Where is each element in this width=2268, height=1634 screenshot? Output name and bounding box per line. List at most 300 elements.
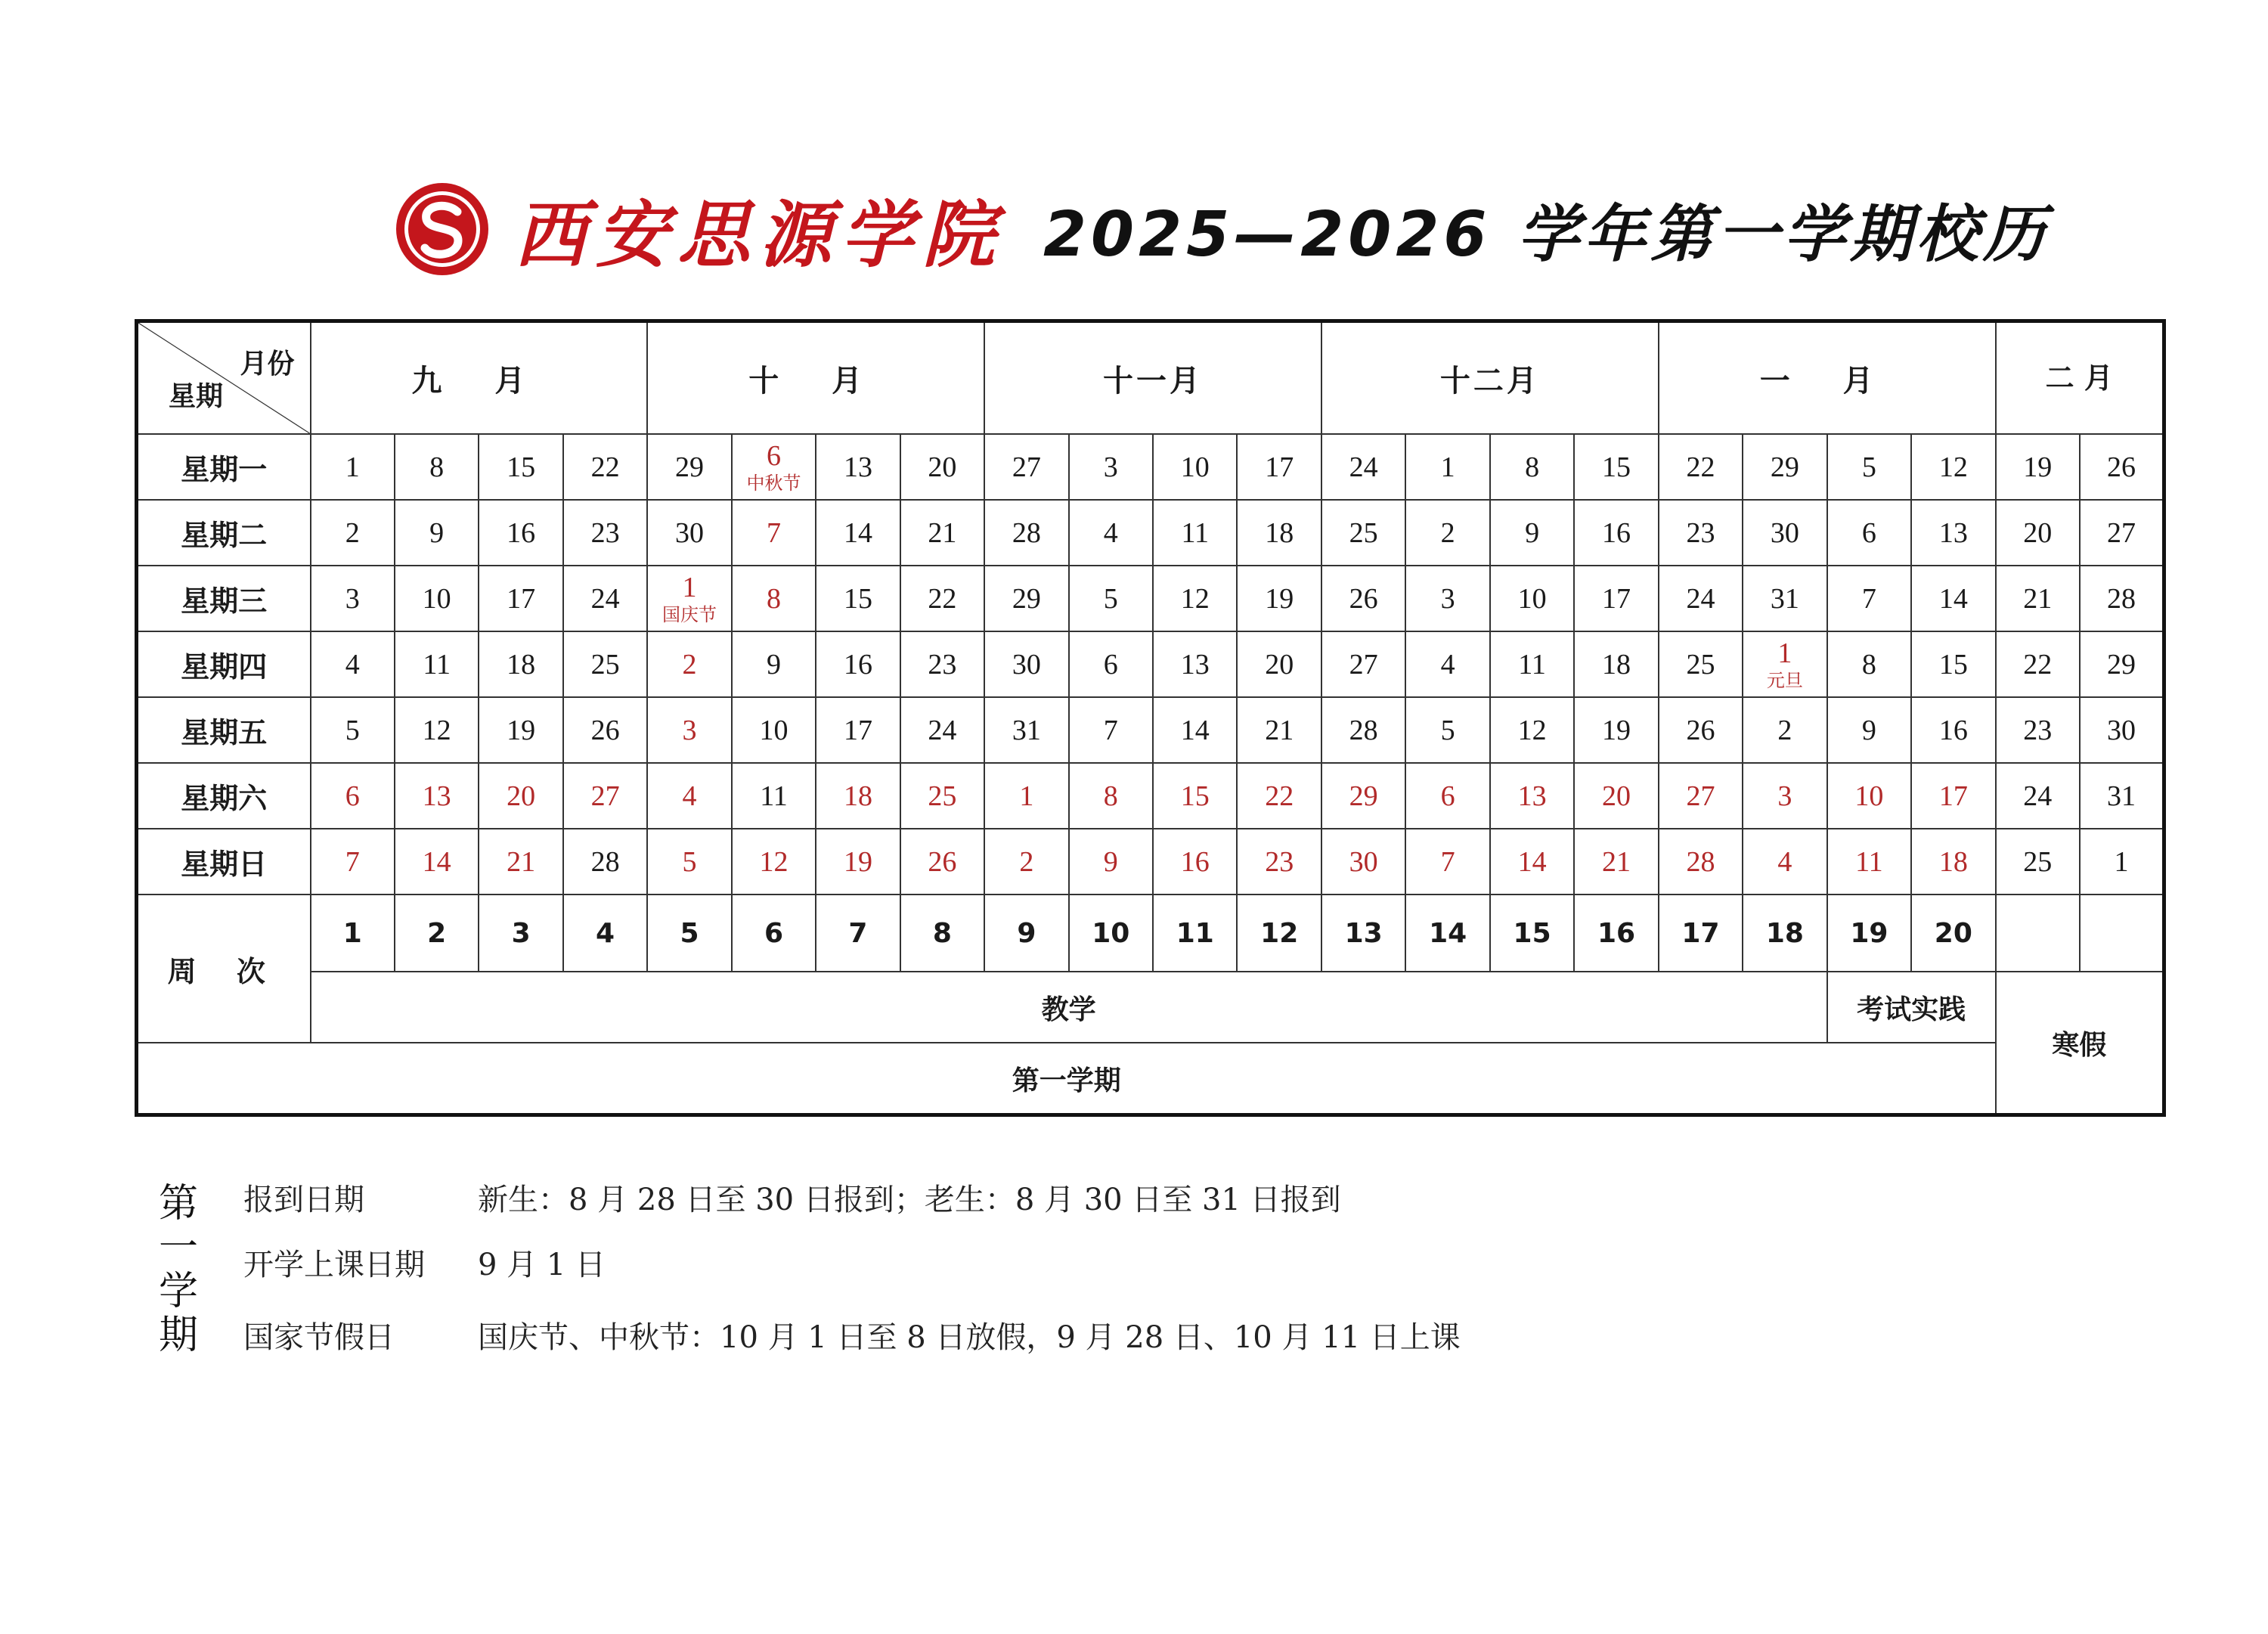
day-number: 31 (1012, 714, 1041, 746)
day-number: 10 (1180, 451, 1210, 483)
day-number: 26 (1686, 714, 1715, 746)
day-cell (311, 829, 395, 895)
weekday-row (137, 697, 2164, 763)
week-number: 10 (1069, 895, 1153, 972)
term-row (137, 1043, 2164, 1115)
day-cell (1574, 434, 1658, 500)
day-number: 26 (590, 714, 620, 746)
day-cell (395, 434, 479, 500)
day-number: 20 (928, 451, 957, 483)
month-november (984, 321, 1321, 435)
day-cell (395, 631, 479, 697)
day-cell (1490, 829, 1574, 895)
weekday-row (137, 434, 2164, 500)
school-calendar-table (135, 319, 2166, 1117)
phase-winter-break: 寒假 (1996, 972, 2164, 1115)
day-number: 24 (928, 714, 957, 746)
day-number: 27 (1012, 451, 1041, 483)
week-number: 13 (1321, 895, 1405, 972)
day-number: 25 (590, 648, 620, 681)
page-title: 2025—2026 学年第一学期校历 (1043, 198, 2050, 271)
day-number: 10 (422, 582, 451, 615)
day-number: 26 (2107, 451, 2136, 483)
weekday-row (137, 566, 2164, 631)
day-cell (1153, 500, 1237, 566)
week-number (1996, 895, 2080, 972)
day-cell (563, 434, 647, 500)
day-cell (1911, 763, 1995, 829)
day-number: 9 (1861, 714, 1876, 746)
day-number: 2 (1019, 845, 1034, 878)
day-cell (1911, 631, 1995, 697)
day-number: 6 (1861, 516, 1876, 549)
day-cell (816, 829, 900, 895)
note-row-registration (243, 1176, 1341, 1219)
day-cell (816, 566, 900, 631)
note-row-national-holidays (243, 1313, 1461, 1356)
day-cell (563, 631, 647, 697)
header-corner (137, 321, 311, 435)
day-cell (563, 697, 647, 763)
day-number: 1 (345, 451, 360, 483)
day-cell (1069, 434, 1153, 500)
day-cell (1911, 697, 1995, 763)
day-cell (900, 829, 984, 895)
day-number: 26 (1349, 582, 1378, 615)
day-cell (1153, 829, 1237, 895)
day-cell (984, 434, 1068, 500)
week-number: 19 (1827, 895, 1911, 972)
day-number: 21 (1602, 845, 1631, 878)
weekday-label: 星期三 (137, 566, 311, 631)
day-cell (900, 566, 984, 631)
day-cell (479, 763, 562, 829)
day-cell (1996, 566, 2080, 631)
day-number: 4 (1777, 845, 1792, 878)
day-number: 10 (759, 714, 789, 746)
day-number: 22 (928, 582, 957, 615)
day-number: 22 (1686, 451, 1715, 483)
day-number: 29 (1349, 780, 1378, 812)
day-cell (1659, 697, 1743, 763)
week-number: 18 (1743, 895, 1826, 972)
day-number: 14 (422, 845, 451, 878)
day-number: 13 (422, 780, 451, 812)
day-number: 4 (1103, 516, 1118, 549)
day-cell (647, 697, 731, 763)
day-cell (1069, 631, 1153, 697)
day-cell (1996, 631, 2080, 697)
week-number: 9 (984, 895, 1068, 972)
day-cell (1743, 566, 1826, 631)
day-number: 8 (1861, 648, 1876, 681)
week-number: 12 (1237, 895, 1321, 972)
day-cell (1405, 500, 1489, 566)
day-cell (1659, 631, 1743, 697)
day-number: 5 (1103, 582, 1118, 615)
day-cell (732, 500, 816, 566)
day-number: 22 (590, 451, 620, 483)
day-cell (1659, 829, 1743, 895)
day-cell (732, 631, 816, 697)
day-cell (1827, 566, 1911, 631)
day-cell (1490, 631, 1574, 697)
day-number: 1 (682, 571, 697, 603)
day-number: 11 (1181, 516, 1210, 549)
note-value: 新生：8 月 28 日至 30 日报到；老生：8 月 30 日至 31 日报到 (478, 1183, 1341, 1217)
day-number: 5 (1861, 451, 1876, 483)
day-number: 19 (1602, 714, 1631, 746)
phase-exam-practice: 考试实践 (1827, 972, 1996, 1043)
day-cell (984, 697, 1068, 763)
day-number: 29 (2107, 648, 2136, 681)
day-cell (732, 829, 816, 895)
day-cell (311, 697, 395, 763)
day-number: 6 (766, 439, 781, 472)
day-cell (1574, 763, 1658, 829)
day-cell (479, 631, 562, 697)
phase-row (137, 972, 2164, 1043)
day-number: 15 (507, 451, 536, 483)
day-cell (732, 763, 816, 829)
day-cell (311, 763, 395, 829)
day-cell (900, 434, 984, 500)
day-number: 12 (1180, 582, 1210, 615)
day-cell (1996, 500, 2080, 566)
day-number: 25 (2023, 845, 2053, 878)
day-number: 8 (766, 582, 781, 615)
day-number: 3 (1777, 780, 1792, 812)
day-cell (479, 829, 562, 895)
day-number: 17 (1602, 582, 1631, 615)
day-number: 27 (1686, 780, 1715, 812)
week-number: 1 (311, 895, 395, 972)
day-number: 3 (345, 582, 360, 615)
day-cell (2080, 829, 2164, 895)
semester-notes (156, 1176, 1970, 1372)
day-cell (1321, 566, 1405, 631)
month-label: 一 月 (1759, 363, 1895, 398)
day-cell (1405, 434, 1489, 500)
day-number: 26 (928, 845, 957, 878)
day-number: 13 (1517, 780, 1547, 812)
school-logo-seal (393, 180, 491, 278)
semester-vertical-label: 第一学期 (158, 1181, 198, 1358)
day-number: 24 (1686, 582, 1715, 615)
day-number: 25 (1686, 648, 1715, 681)
day-cell (647, 434, 731, 500)
day-cell (1153, 763, 1237, 829)
day-number: 30 (1349, 845, 1378, 878)
day-number: 17 (1938, 780, 1968, 812)
day-number: 14 (1938, 582, 1968, 615)
day-number: 18 (507, 648, 536, 681)
day-number: 10 (1517, 582, 1547, 615)
day-number: 2 (345, 516, 360, 549)
day-cell (1743, 829, 1826, 895)
day-number: 16 (507, 516, 536, 549)
day-number: 12 (759, 845, 789, 878)
day-cell (1490, 500, 1574, 566)
day-cell (1153, 434, 1237, 500)
day-number: 25 (1349, 516, 1378, 549)
day-number: 27 (1349, 648, 1378, 681)
day-number: 23 (1686, 516, 1715, 549)
day-cell (1405, 763, 1489, 829)
day-number: 7 (1103, 714, 1118, 746)
day-cell (2080, 434, 2164, 500)
day-cell (1153, 566, 1237, 631)
day-number: 19 (2023, 451, 2053, 483)
day-cell (1659, 566, 1743, 631)
day-number: 28 (1686, 845, 1715, 878)
day-cell (1490, 697, 1574, 763)
day-number: 4 (1440, 648, 1455, 681)
week-number: 5 (647, 895, 731, 972)
day-cell (1827, 829, 1911, 895)
day-cell (647, 500, 731, 566)
day-number: 23 (928, 648, 957, 681)
day-number: 19 (1265, 582, 1294, 615)
day-cell (1743, 500, 1826, 566)
day-cell (1405, 631, 1489, 697)
day-number: 20 (507, 780, 536, 812)
day-cell (984, 500, 1068, 566)
day-number: 30 (1012, 648, 1041, 681)
day-number: 15 (1602, 451, 1631, 483)
day-number: 20 (1602, 780, 1631, 812)
day-cell (647, 829, 731, 895)
day-number: 22 (2023, 648, 2053, 681)
day-cell (900, 763, 984, 829)
day-number: 3 (682, 714, 697, 746)
month-february (1996, 321, 2164, 435)
day-cell (1321, 763, 1405, 829)
weekday-label: 星期五 (137, 697, 311, 763)
day-cell (1321, 434, 1405, 500)
day-cell (395, 763, 479, 829)
day-number: 5 (345, 714, 360, 746)
day-number: 18 (1265, 516, 1294, 549)
day-cell (1237, 763, 1321, 829)
day-cell (1237, 829, 1321, 895)
day-number: 1 (1440, 451, 1455, 483)
day-cell (1743, 763, 1826, 829)
day-number: 29 (1012, 582, 1041, 615)
day-number: 6 (345, 780, 360, 812)
day-cell (1574, 697, 1658, 763)
note-value: 国庆节、中秋节：10 月 1 日至 8 日放假，9 月 28 日、10 月 11 日上课 (478, 1320, 1461, 1355)
day-number: 1 (1777, 637, 1792, 669)
week-number: 4 (563, 895, 647, 972)
day-number: 24 (590, 582, 620, 615)
month-december (1321, 321, 1659, 435)
day-number: 5 (1440, 714, 1455, 746)
day-cell (1827, 500, 1911, 566)
day-cell (647, 763, 731, 829)
day-cell (479, 697, 562, 763)
day-cell (1237, 631, 1321, 697)
day-number: 7 (345, 845, 360, 878)
month-label: 十二月 (1439, 363, 1540, 398)
title-row (393, 172, 2050, 286)
day-cell (2080, 697, 2164, 763)
day-cell (1996, 829, 2080, 895)
note-key: 开学上课日期 (243, 1248, 425, 1282)
day-cell (816, 434, 900, 500)
day-number: 11 (1518, 648, 1546, 681)
day-cell (732, 566, 816, 631)
day-number: 17 (1265, 451, 1294, 483)
day-cell (1743, 697, 1826, 763)
day-cell (1743, 631, 1826, 697)
week-number: 6 (732, 895, 816, 972)
month-label: 十一月 (1103, 363, 1204, 398)
day-number: 20 (2023, 516, 2053, 549)
day-cell (395, 829, 479, 895)
day-cell (900, 500, 984, 566)
day-number: 13 (843, 451, 872, 483)
weekday-label: 星期一 (137, 434, 311, 500)
day-number: 12 (1517, 714, 1547, 746)
day-cell (1996, 763, 2080, 829)
day-number: 19 (843, 845, 872, 878)
day-cell (563, 500, 647, 566)
month-september (311, 321, 648, 435)
month-header-row (137, 321, 2164, 435)
day-cell (563, 566, 647, 631)
week-number: 2 (395, 895, 479, 972)
month-label: 十 月 (748, 363, 884, 398)
day-number: 4 (345, 648, 360, 681)
day-cell (900, 631, 984, 697)
day-cell (2080, 763, 2164, 829)
day-cell (1574, 631, 1658, 697)
day-cell (1659, 500, 1743, 566)
weekday-label: 星期日 (137, 829, 311, 895)
day-number: 11 (1855, 845, 1883, 878)
week-number: 15 (1490, 895, 1574, 972)
day-cell (732, 434, 816, 500)
day-cell (1237, 434, 1321, 500)
week-number: 17 (1659, 895, 1743, 972)
term-label: 第一学期 (137, 1043, 1996, 1115)
day-cell (1659, 763, 1743, 829)
day-number: 28 (590, 845, 620, 878)
day-number: 23 (2023, 714, 2053, 746)
day-cell (1490, 434, 1574, 500)
phase-teaching: 教学 (311, 972, 1827, 1043)
day-number: 25 (928, 780, 957, 812)
day-cell (647, 631, 731, 697)
day-cell (2080, 566, 2164, 631)
day-cell (311, 500, 395, 566)
school-name: 西安思源学院 (514, 191, 1004, 278)
week-number-row (137, 895, 2164, 972)
weekday-row (137, 631, 2164, 697)
day-cell (1743, 434, 1826, 500)
day-cell (1321, 500, 1405, 566)
day-number: 30 (2107, 714, 2136, 746)
day-cell (816, 500, 900, 566)
day-number: 9 (766, 648, 781, 681)
day-cell (1827, 763, 1911, 829)
weekday-label: 星期六 (137, 763, 311, 829)
day-number: 13 (1180, 648, 1210, 681)
day-number: 15 (1938, 648, 1968, 681)
day-number: 1 (2114, 845, 2129, 878)
day-number: 24 (2023, 780, 2053, 812)
day-cell (1911, 434, 1995, 500)
day-number: 16 (1938, 714, 1968, 746)
day-cell (311, 631, 395, 697)
day-cell (395, 566, 479, 631)
day-number: 16 (843, 648, 872, 681)
holiday-note: 中秋节 (746, 472, 801, 494)
day-number: 14 (1180, 714, 1210, 746)
day-number: 10 (1854, 780, 1884, 812)
day-number: 23 (590, 516, 620, 549)
day-number: 15 (1180, 780, 1210, 812)
weekday-row (137, 500, 2164, 566)
weekday-label: 星期四 (137, 631, 311, 697)
weekday-label: 星期二 (137, 500, 311, 566)
day-number: 14 (843, 516, 872, 549)
corner-weekday-label: 星期 (169, 381, 224, 412)
day-number: 17 (843, 714, 872, 746)
note-key: 报到日期 (243, 1183, 364, 1217)
day-cell (1237, 697, 1321, 763)
day-cell (395, 697, 479, 763)
day-cell (1574, 829, 1658, 895)
day-number: 30 (675, 516, 705, 549)
day-cell (816, 763, 900, 829)
day-number: 21 (507, 845, 536, 878)
month-january (1659, 321, 1996, 435)
day-number: 23 (1265, 845, 1294, 878)
day-number: 8 (1103, 780, 1118, 812)
day-number: 2 (682, 648, 697, 681)
day-cell (984, 763, 1068, 829)
day-cell (816, 631, 900, 697)
day-cell (984, 566, 1068, 631)
day-number: 11 (423, 648, 451, 681)
day-cell (647, 566, 731, 631)
day-number: 21 (2023, 582, 2053, 615)
day-number: 12 (1938, 451, 1968, 483)
day-number: 9 (1103, 845, 1118, 878)
day-cell (1153, 631, 1237, 697)
day-cell (732, 697, 816, 763)
holiday-note: 元旦 (1766, 669, 1803, 691)
day-cell (479, 500, 562, 566)
day-number: 24 (1349, 451, 1378, 483)
day-cell (816, 697, 900, 763)
day-cell (1237, 566, 1321, 631)
day-number: 21 (1265, 714, 1294, 746)
day-number: 1 (1019, 780, 1034, 812)
day-cell (1911, 829, 1995, 895)
day-number: 5 (682, 845, 697, 878)
day-cell (1659, 434, 1743, 500)
day-cell (1827, 631, 1911, 697)
day-number: 16 (1180, 845, 1210, 878)
week-number: 3 (479, 895, 562, 972)
day-number: 8 (429, 451, 445, 483)
weekday-row (137, 763, 2164, 829)
day-number: 2 (1440, 516, 1455, 549)
day-cell (1911, 500, 1995, 566)
